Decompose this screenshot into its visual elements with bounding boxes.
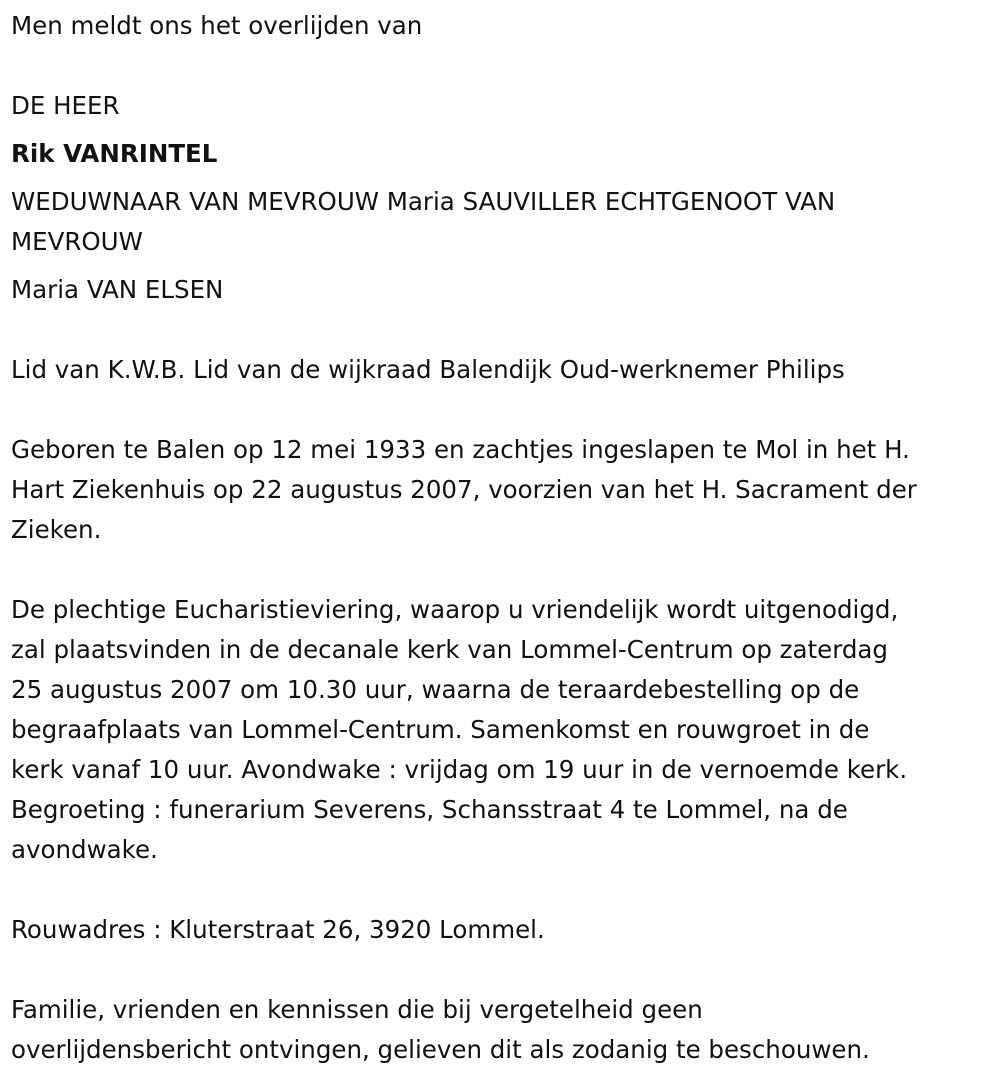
paragraph-line: Familie, vrienden en kennissen die bij vergetelheid geen bbox=[11, 995, 703, 1024]
intro-text: Men meldt ons het overlijden van bbox=[11, 11, 423, 40]
paragraph-line: avondwake. bbox=[11, 835, 158, 864]
birth-death-paragraph bbox=[11, 430, 988, 550]
paragraph-line: De plechtige Eucharistieviering, waarop u vriendelijk wordt uitgenodigd, bbox=[11, 595, 899, 624]
relation-line: WEDUWNAAR VAN MEVROUW Maria SAUVILLER ECHTGENOOT VAN bbox=[11, 187, 836, 216]
spacer bbox=[11, 46, 988, 86]
paragraph-line: Zieken. bbox=[11, 515, 102, 544]
spacer bbox=[11, 174, 988, 182]
paragraph-line: begraafplaats van Lommel-Centrum. Samenkomst en rouwgroet in de bbox=[11, 715, 870, 744]
paragraph-line: overlijdensbericht ontvingen, gelieven dit als zodanig te beschouwen. bbox=[11, 1035, 870, 1064]
paragraph-line: 25 augustus 2007 om 10.30 uur, waarna de teraardebestelling op de bbox=[11, 675, 860, 704]
paragraph-line: kerk vanaf 10 uur. Avondwake : vrijdag om 19 uur in de vernoemde kerk. bbox=[11, 755, 908, 784]
spacer bbox=[11, 310, 988, 350]
deceased-name: Rik VANRINTEL bbox=[11, 139, 218, 168]
paragraph-line: Geboren te Balen op 12 mei 1933 en zachtjes ingeslapen te Mol in het H. bbox=[11, 435, 910, 464]
honorific: DE HEER bbox=[11, 91, 120, 120]
spacer bbox=[11, 550, 988, 590]
membership-text: Lid van K.W.B. Lid van de wijkraad Balendijk Oud-werknemer Philips bbox=[11, 355, 845, 384]
relation-line: MEVROUW bbox=[11, 227, 143, 256]
spacer bbox=[11, 870, 988, 910]
closing-paragraph bbox=[11, 990, 988, 1070]
spacer bbox=[11, 390, 988, 430]
spacer bbox=[11, 126, 988, 134]
paragraph-line: Begroeting : funerarium Severens, Schansstraat 4 te Lommel, na de bbox=[11, 795, 848, 824]
relation-line: Maria VAN ELSEN bbox=[11, 275, 224, 304]
paragraph-line: zal plaatsvinden in de decanale kerk van Lommel-Centrum op zaterdag bbox=[11, 635, 888, 664]
spacer bbox=[11, 262, 988, 270]
ceremony-paragraph bbox=[11, 590, 988, 870]
relation-block bbox=[11, 182, 988, 310]
paragraph-line: Hart Ziekenhuis op 22 augustus 2007, voorzien van het H. Sacrament der bbox=[11, 475, 917, 504]
mourning-address: Rouwadres : Kluterstraat 26, 3920 Lommel. bbox=[11, 915, 545, 944]
spacer bbox=[11, 950, 988, 990]
